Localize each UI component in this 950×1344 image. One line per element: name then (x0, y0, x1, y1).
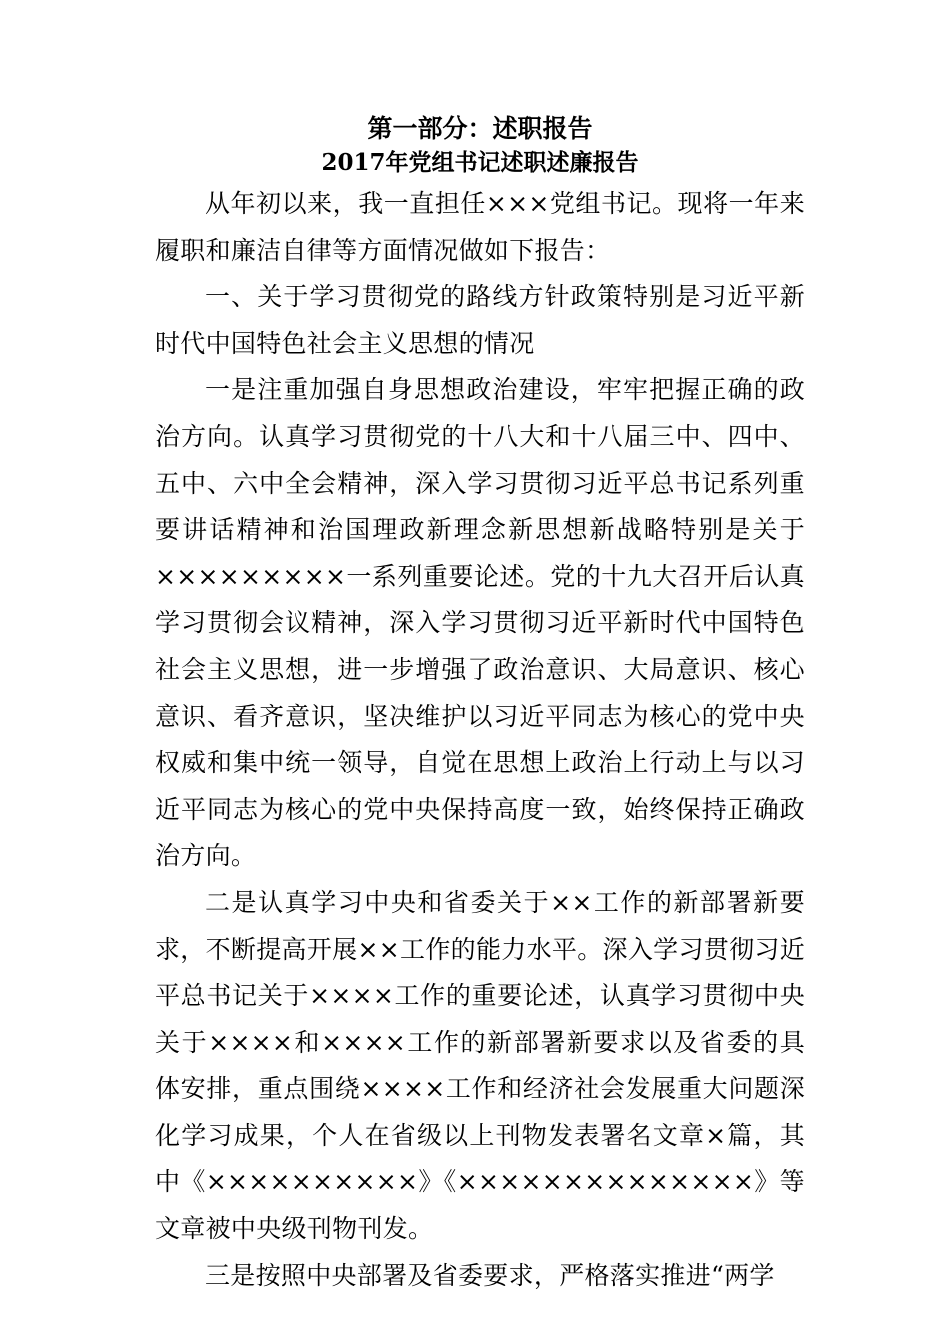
section-heading-1: 一、关于学习贯彻党的路线方针政策特别是习近平新时代中国特色社会主义思想的情况 (155, 282, 805, 358)
body-paragraph-2: 二是认真学习中央和省委关于××工作的新部署新要求，不断提高开展××工作的能力水平。深入学习贯彻习近平总书记关于××××工作的重要论述，认真学习贯彻中央关于××××和××××工作的新部署新要求以及省委的具体安排，重点围绕××××工作和经济社会发展重大问题深化学习成果，个人在省级以上刊物发表署名文章×篇，其中《××××××××××》《××××××××××××××》等文章被中央级刊物刊发。 (155, 887, 805, 1244)
document-page (155, 112, 805, 1299)
report-title: 2017年党组书记述职述廉报告 (321, 149, 639, 176)
intro-paragraph: 从年初以来，我一直担任×××党组书记。现将一年来履职和廉洁自律等方面情况做如下报告： (155, 189, 805, 265)
part-title: 第一部分：述职报告 (367, 114, 593, 143)
body-paragraph-1: 一是注重加强自身思想政治建设，牢牢把握正确的政治方向。认真学习贯彻党的十八大和十八届三中、四中、五中、六中全会精神，深入学习贯彻习近平总书记系列重要讲话精神和治国理政新理念新思想新战略特别是关于×××××××××一系列重要论述。党的十九大召开后认真学习贯彻会议精神，深入学习贯彻习近平新时代中国特色社会主义思想，进一步增强了政治意识、大局意识、核心意识、看齐意识，坚决维护以习近平同志为核心的党中央权威和集中统一领导，自觉在思想上政治上行动上与以习近平同志为核心的党中央保持高度一致，始终保持正确政治方向。 (155, 375, 805, 871)
body-paragraph-3: 三是按照中央部署及省委要求，严格落实推进“两学 (205, 1260, 775, 1290)
